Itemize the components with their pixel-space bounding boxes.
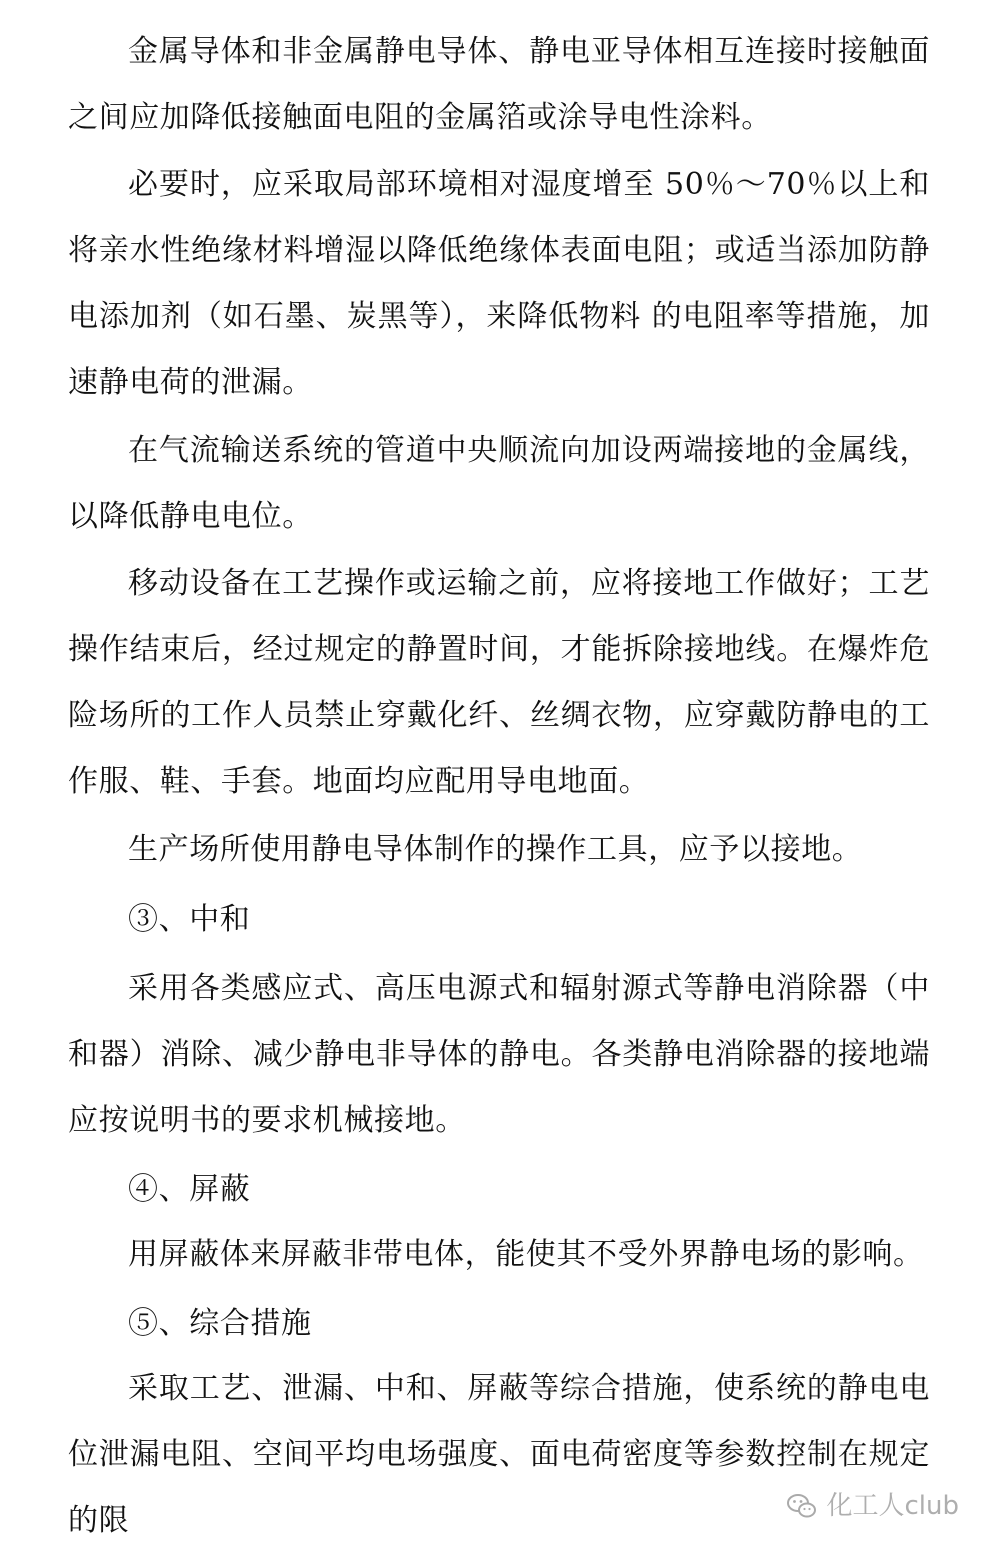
paragraph-pneumatic-conveying: 在气流输送系统的管道中央顺流向加设两端接地的金属线，以降低静电电位。: [68, 433, 930, 534]
watermark-text: 化工人club: [826, 1491, 959, 1521]
paragraph-comprehensive: 采取工艺、泄漏、中和、屏蔽等综合措施，使系统的静电电位泄漏电阻、空间平均电场强度、面电荷密度等参数控制在规定的限: [68, 1371, 930, 1538]
heading-shielding: ④、屏蔽: [128, 1172, 251, 1207]
wechat-icon: [786, 1492, 818, 1520]
paragraph-humidity: 必要时，应采取局部环境相对湿度增至 50％～70％以上和将亲水性绝缘材料增湿以降低绝缘体表面电阻；或适当添加防静电添加剂（如石墨、炭黑等），来降低物料 的电阻率等措施，加速静电荷的泄漏。: [68, 167, 930, 400]
paragraph-shielding: 用屏蔽体来屏蔽非带电体，能使其不受外界静电场的影响。: [128, 1237, 924, 1272]
paragraph-tools-grounding: 生产场所使用静电导体制作的操作工具，应予以接地。: [128, 832, 863, 867]
paragraph-contact-resistance: 金属导体和非金属静电导体、静电亚导体相互连接时接触面之间应加降低接触面电阻的金属箔或涂导电性涂料。: [68, 34, 930, 135]
watermark: [786, 1491, 959, 1521]
heading-comprehensive-measures: ⑤、综合措施: [128, 1306, 312, 1341]
paragraph-eliminators: 采用各类感应式、高压电源式和辐射源式等静电消除器（中和器）消除、减少静电非导体的静电。各类静电消除器的接地端应按说明书的要求机械接地。: [68, 971, 930, 1138]
paragraph-mobile-equipment: 移动设备在工艺操作或运输之前，应将接地工作做好；工艺操作结束后，经过规定的静置时间，才能拆除接地线。在爆炸危险场所的工作人员禁止穿戴化纤、丝绸衣物，应穿戴防静电的工作服、鞋、手套。地面均应配用导电地面。: [68, 566, 930, 799]
heading-neutralization: ③、中和: [128, 902, 251, 937]
